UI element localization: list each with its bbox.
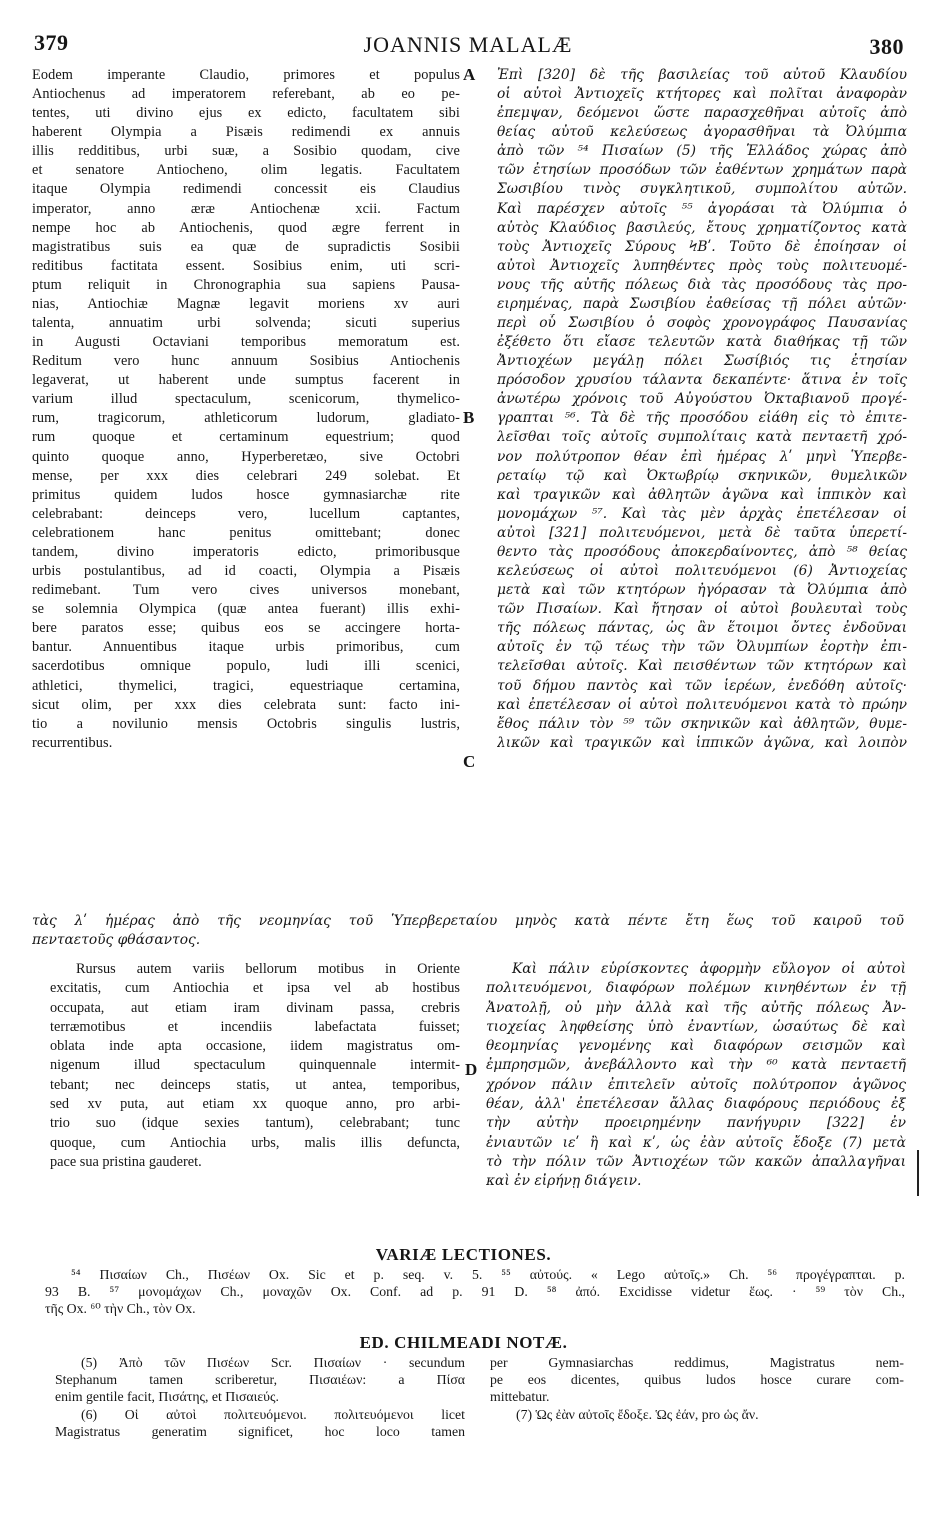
text-line: τῶν ἐτησίων προσόδων τῶν ἐαθέντων χρημάτων παρὰ (497, 162, 907, 179)
text-line: et senatore Antiocheno, olim legatis. Facultatem (32, 162, 460, 179)
text-line: αὐτοὶ [321] πολιτευόμενοι, μετὰ δὲ ταῦτα ὑπερετί- (497, 524, 907, 541)
text-line: sacerdotibus omnique populo, ludi illi scenici, (32, 658, 460, 675)
text-line: θέαν, ἀλλ' ἐπετέλεσαν ἄλλας διαφόρους περιόδους ἐξ (486, 1096, 906, 1113)
text-line: λεῖσθαι τοῖς αὐτοῖς συμπολίταις κατὰ πενταετῆ χρό- (497, 429, 907, 446)
text-line: nempe hoc ab Antiochenis, quod ægre ferrent in (32, 219, 460, 236)
margin-letter-c: C (463, 752, 476, 771)
note-line: mittebatur. (490, 1389, 550, 1405)
text-line: mense, per xxx dies celebrari 249 solebat. Et (32, 467, 460, 484)
margin-bracket (917, 1150, 919, 1196)
note-line: per Gymnasiarchas reddimus, Magistratus nem- (490, 1355, 904, 1370)
text-line: pace sua pristina gauderet. (50, 1153, 202, 1170)
text-line: celebrabant: deinceps vero, lucellum captantes, (32, 505, 460, 522)
text-line: rum quoque et certaminum equestrium; quod (32, 429, 460, 446)
text-line: nigenum illud spectaculum quinquennale intermit- (50, 1057, 460, 1074)
text-line: ἔθος πάλιν τὸν ⁵⁹ τῶν σκηνικῶν καὶ ἀθλητῶν, θυμε- (497, 715, 907, 732)
text-line: Eodem imperante Claudio, primores et populus (32, 67, 460, 83)
text-line: μονομάχων ⁵⁷. Καὶ τὰς μὲν ἀρχὰς ἐπετέλεσαν οἱ (497, 505, 907, 522)
text-line: καὶ ἐν εἰρήνῃ διάγειν. (486, 1173, 642, 1190)
text-line: ειρημένας, παρὰ Σωσιβίου ἐαθείσας τῇ πόλει αὐτῶν· (497, 295, 907, 312)
page-number-left: 379 (34, 30, 69, 55)
greek-full-width-text (32, 912, 904, 949)
note-line: (5) Ἀπὸ τῶν Πισέων Scr. Πισαίων · secundum (81, 1355, 465, 1370)
variae-lectiones-heading: VARIÆ LECTIONES. (375, 1245, 552, 1264)
text-line: Antiochenus ad imperatorem referebant, ab eo pe- (32, 86, 460, 103)
note-line: Magistratus generatim significet, hoc loco tamen (55, 1423, 465, 1439)
text-line: nias, Antiochiæ Magnæ legavit moriens xv auri (32, 295, 460, 312)
text-line: αὐτοὶ Ἀντιοχεῖς λυπηθέντες πρὸς τοὺς πολιτευομέ- (497, 257, 907, 274)
text-line: tentes, uti divino ejus ex edicto, facultatem sibi (32, 105, 460, 122)
variant-reading-line: ⁵⁴ Πισαίων Ch., Πισέων Ox. Sic et p. seq. v. 5. ⁵⁵ αὐτούς. « Lego αὐτοῖς.» Ch. ⁵⁶ προγέγραπται. p. (71, 1267, 905, 1282)
text-line: bere paratos esse; quibus eos se accingere horta- (32, 620, 460, 637)
text-line: Ἐπὶ [320] δὲ τῆς βασιλείας τοῦ αὐτοῦ Κλαυδίου (497, 67, 907, 83)
text-line: tandem, divino imperatoris edicto, primoribusque (32, 543, 460, 560)
text-line: ἀνωτέρω χρόνοις τοῦ Αὐγούστου Ὀκταβιανοῦ προγέ- (497, 391, 907, 408)
text-line: περὶ οὗ Σωσιβίου ὁ σοφὸς χρονογράφος Παυσανίας (497, 315, 907, 332)
variae-lectiones (45, 1266, 905, 1318)
greek-column-top (497, 66, 907, 753)
note-line: Stephanum tamen scriberetur, Πισαιέων: a Πίσα (55, 1372, 465, 1388)
text-line: Ἀντιοχέων μεγάλῃ πόλει Σωσίβιός τις ἐτησίαν (497, 353, 907, 370)
text-line: τοῦ δήμου παντὸς καὶ τῶν ἱερέων, ἐνεδόθη αὐτοῖς· (497, 677, 907, 694)
text-line: τὰς λʹ ἡμέρας ἀπὸ τῆς νεομηνίας τοῦ Ὑπερβερεταίου μηνὸς κατὰ πέντε ἔτη ἕως τοῦ καιροῦ τοῦ (32, 913, 904, 929)
text-line: ἐμπρησμῶν, ἀνεβάλλοντο καὶ τὴν ⁶⁰ κατὰ πενταετῆ (486, 1057, 906, 1074)
latin-column-top (32, 66, 460, 753)
text-line: rum, tragicorum, athleticorum ludorum, gladiato- (32, 410, 460, 427)
text-line: sed xv puta, aut etiam xx quoque anno, pro arbi- (50, 1096, 460, 1113)
text-line: sicut olim, per xxx dies celebrata sunt: facto ini- (32, 696, 460, 713)
running-title: JOANNIS MALALÆ (363, 32, 573, 57)
text-line: imperator, anno æræ Antiochenæ xcii. Factum (32, 200, 460, 217)
text-line: itaque Olympia redimendi concessit eis Claudius (32, 181, 460, 198)
variant-reading-line: τῆς Ox. ⁶⁰ τὴν Ch., τὸν Ox. (45, 1301, 196, 1317)
text-line: talenta, annuatim urbi solvenda; sicuti superius (32, 315, 460, 332)
text-line: γραπται ⁵⁶. Τὰ δὲ τῆς προσόδου εἰάθη εἰς τὸ ἐπιτε- (497, 410, 907, 427)
note-line: enim gentile facit, Πισάτης, et Πισαιεύς. (55, 1389, 279, 1405)
text-line: haberent Olympia a Pisæis redimendi ex annuis (32, 124, 460, 141)
text-line: magistratibus suis ea quæ de supradictis Sosibii (32, 238, 460, 255)
text-line: ἐπεμψαν, δεόμενοι ὥστε παρασχεθῆναι αὐτοῖς ἀπὸ (497, 105, 907, 122)
latin-column-bottom (50, 960, 460, 1172)
text-line: θείας αὐτοῦ κελεύσεως ἀγορασθῆναι τὰ Ὀλύμπια (497, 124, 907, 141)
text-line: θεντο τὰς προσόδους ἀποκερδαίνοντες, ἀπὸ ⁵⁸ θείας (497, 543, 907, 560)
text-line: trio suo (idque sexies tantum), celebrabant; tunc (50, 1115, 460, 1132)
text-line: νους τῆς αὐτῆς πόλεως διὰ τὰς προσόδους τὰς προ- (497, 276, 907, 293)
text-line: Σωσιβίου τινὸς συγκλητικοῦ, συμπολίτου αὐτῶν. (497, 181, 907, 198)
text-line: τὸ τὴν πόλιν τῶν Ἀντιοχέων τῶν κακῶν ἀπαλλαγῆναι (486, 1153, 906, 1170)
text-line: athletici, thymelici, tragici, equestriaque certamina, (32, 677, 460, 694)
text-line: excitatis, cum Antiochia et ipsa vel ab hostibus (50, 980, 460, 997)
text-line: legaverat, ut haberent unde sumptus facerent in (32, 372, 460, 389)
note-line: pe eos dicentes, quibus ludos hosce curare com- (490, 1372, 904, 1388)
text-line: oblata inde apta occasione, iidem magistratus om- (50, 1038, 460, 1055)
text-line: Ἀνατολῇ, οὐ μὴν ἀλλὰ καὶ τῆς αὐτῆς πόλεως Ἀν- (486, 999, 906, 1016)
note-line: (7) Ὡς ἐὰν αὐτοῖς ἔδοξε. Ὡς ἐάν, pro ὡς ἄν. (516, 1406, 759, 1422)
text-line: ἐνιαυτῶν ιεʹ ἢ καὶ κʹ, ὡς ἐὰν αὐτοῖς ἔδοξε (7) μετὰ (486, 1134, 906, 1151)
text-line: in Augusti Octaviani temporibus memoratum est. (32, 334, 460, 351)
text-line: illis redditibus, urbi suæ, a Sosibio quodam, cive (32, 143, 460, 160)
text-line: τῆς πόλεως πάντας, ὡς ἂν ἕτοιμοι ὄντες ἐνδοῦναι (497, 620, 907, 637)
text-line: τῶν Πισαίων. Καὶ ἤτησαν οἱ αὐτοὶ βουλευταὶ τοὺς (497, 601, 907, 618)
text-line: urbis postulantibus, ad id coacti, Olympia a Pisæis (32, 563, 460, 580)
text-line: reditibus factitata essent. Sosibius enim, uti scri- (32, 257, 460, 274)
text-line: ἀπὸ τῶν ⁵⁴ Πισαίων (5) τῆς Ἑλλάδος χώρας ἀπὸ (497, 143, 907, 160)
text-line: occupata, aut etiam iram divinam passa, crebris (50, 999, 460, 1016)
text-line: Rursus autem variis bellorum motibus in Oriente (76, 961, 460, 977)
text-line: πρόσοδον χρυσίου τάλαντα δεκαπέντε· ἅτινα ἐν τοῖς (497, 372, 907, 389)
text-line: ptum reliquit in Chronographia sua sapiens Pausa- (32, 276, 460, 293)
text-line: αὐτὸς Κλαύδιος βασιλεύς, ἔτους χρηματίζοντος κατὰ (497, 219, 907, 236)
text-line: Καὶ παρέσχεν αὐτοῖς ⁵⁵ ἀγοράσαι τὰ Ὀλύμπια ὁ (497, 200, 907, 217)
text-line: καὶ ἐπετέλεσαν οἱ αὐτοὶ πολιτευόμενοι κατὰ τὸ πρώην (497, 696, 907, 713)
text-line: se solemnia Olympica (quæ antea fuerant) illis exhi- (32, 601, 460, 618)
notae-left-column (55, 1354, 465, 1440)
notae-right-column (490, 1354, 904, 1423)
text-line: τελεῖσθαι αὐτοῖς. Καὶ πεισθέντων τῶν κτητόρων καὶ (497, 658, 907, 675)
text-line: πολιτευόμενοι, διαφόρων πολέμων κινηθέντων ἐν τῇ (486, 980, 906, 997)
text-line: μετὰ καὶ τῶν κτητόρων ἠγόρασαν τὰ Ὀλύμπια ἀπὸ (497, 582, 907, 599)
text-line: πενταετοῦς φθάσαντος. (32, 931, 201, 948)
text-line: καὶ τραγικῶν καὶ ἀθλητῶν ἀγῶνα καὶ ἱππικὸν καὶ (497, 486, 907, 503)
margin-letter-a: A (463, 65, 476, 84)
text-line: ἐξέθετο ὅτι εἴασε τελευτῶν κατὰ διαθήκας τῇ τῶν (497, 334, 907, 351)
margin-letter-d: D (465, 1060, 478, 1079)
text-line: Καὶ πάλιν εὑρίσκοντες ἀφορμὴν εὔλογον οἱ αὐτοὶ (512, 961, 906, 977)
text-line: recurrentibus. (32, 734, 113, 751)
text-line: quinto quoque anno, Hyperberetæo, sive Octobri (32, 448, 460, 465)
text-line: redimebant. Tum vero cives universos monebant, (32, 582, 460, 599)
text-line: τοὺς Ἀντιοχεῖς Σύρους ϞΒʹ. Τοῦτο δὲ ἐποίησαν οἱ (497, 238, 907, 255)
text-line: Reditum vero hunc annuum Sosibius Antiochenis (32, 353, 460, 370)
text-line: celebrationem hanc penitus omittebant; donec (32, 524, 460, 541)
page-header (32, 30, 904, 64)
text-line: bantur. Annuentibus itaque urbis primoribus, cum (32, 639, 460, 656)
text-line: λικῶν καὶ τραγικῶν καὶ ἱππικῶν ἀγῶνα, καὶ λοιπὸν (497, 734, 907, 751)
text-line: οἱ αὐτοὶ Ἀντιοχεῖς κτήτορες καὶ πολῖται ἀναφορὰν (497, 86, 907, 103)
text-line: tio a novilunio mensis Octobris singulis lustris, (32, 715, 460, 732)
text-line: primitus quidem ludos hosce gymnasiarchæ rite (32, 486, 460, 503)
text-line: ρεταίῳ τῷ καὶ Ὀκτωβρίῳ σκηνικῶν, θυμελικῶν (497, 467, 907, 484)
text-line: κελεύσεως οἱ αὐτοὶ πολιτευόμενοι (6) Ἀντιοχείας (497, 563, 907, 580)
text-line: quoque, cum Antiochia urbs, malis illis defuncta, (50, 1134, 460, 1151)
text-line: τιοχείας ληφθείσης ὑπὸ ἐναντίων, ὡσαύτως δὲ καὶ (486, 1018, 906, 1035)
margin-letter-b: B (463, 408, 475, 427)
text-line: θεομηνίας γενομένης καὶ διαφόρων σεισμῶν καὶ (486, 1038, 906, 1055)
text-line: terræmotibus et incendiis labefactata fuisset; (50, 1018, 460, 1035)
variant-reading-line: 93 B. ⁵⁷ μονομάχων Ch., μοναχῶν Ox. Conf. ad p. 91 D. ⁵⁸ ἀπό. Excidisse videtur ἕως. · ⁵⁹ τὸν Ch., (45, 1284, 905, 1300)
text-line: τὴν αὐτὴν προειρημένην πανήγυριν [322] ἐν (486, 1115, 906, 1132)
notae-heading: ED. CHILMEADI NOTÆ. (359, 1333, 568, 1352)
greek-column-bottom (486, 960, 906, 1192)
text-line: χρόνον πάλιν ἐπιτελεῖν αὐτοῖς πολύτροπον ἀγῶνος (486, 1076, 906, 1093)
text-line: αὐτοῖς ἐν τῷ τέως τὴν τῶν Ὀλυμπίων ἑορτὴν ἐπι- (497, 639, 907, 656)
text-line: νον πολύτροπον θέαν ἐπὶ ἡμέρας λʹ μηνὶ Ὑπερβε- (497, 448, 907, 465)
text-line: varium illud spectaculum, scenicorum, thymelico- (32, 391, 460, 408)
page-number-right: 380 (869, 34, 904, 59)
note-line: (6) Οἱ αὐτοὶ πολιτευόμενοι. πολιτευόμενοι licet (81, 1406, 465, 1422)
text-line: tebant; nec deinceps statis, ut antea, temporibus, (50, 1076, 460, 1093)
